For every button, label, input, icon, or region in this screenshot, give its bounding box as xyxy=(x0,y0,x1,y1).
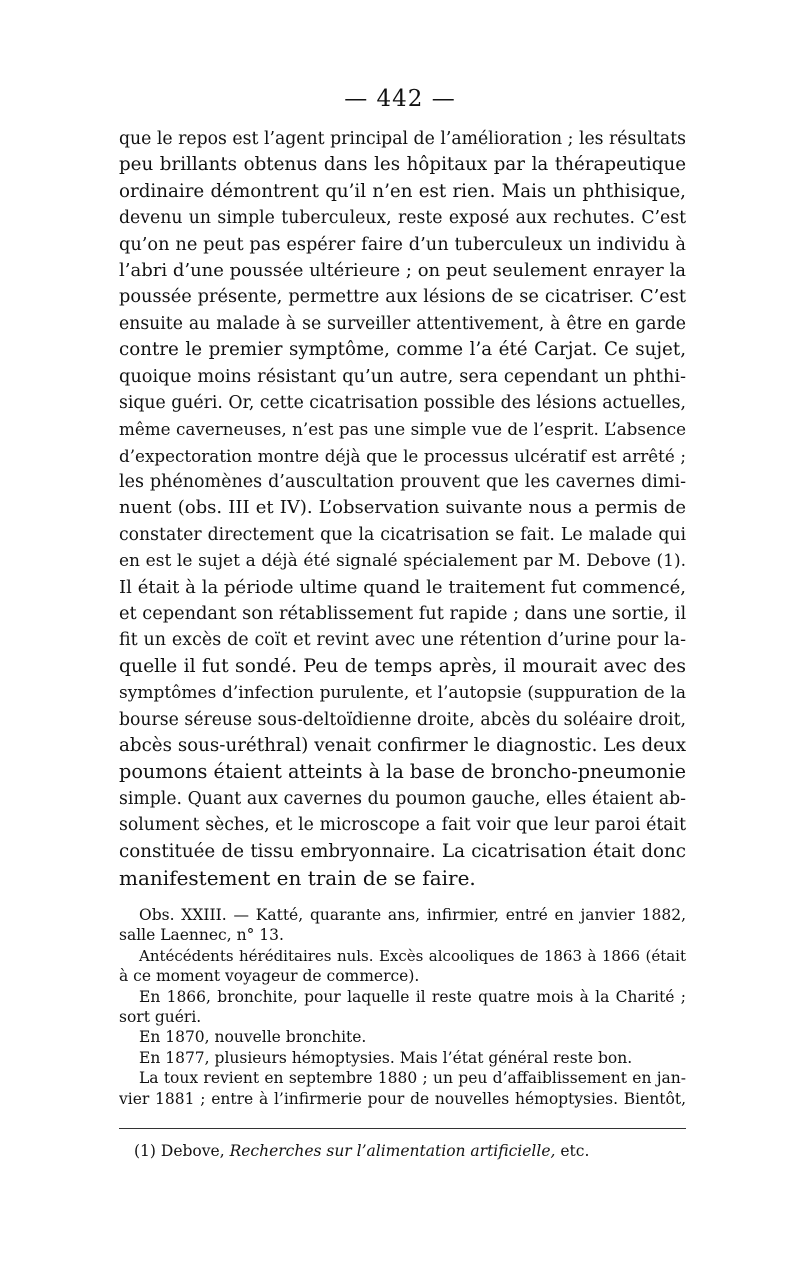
body-line: les phénomènes d’auscultation prouvent que les cavernes dimi- xyxy=(119,472,686,493)
footnote-author: Debove, xyxy=(160,1142,225,1160)
body-line: et cependant son rétablissement fut rapide ; dans une sortie, il xyxy=(119,604,686,625)
observation-line: salle Laennec, n° 13. xyxy=(119,926,284,945)
body-line: symptômes d’infection purulente, et l’autopsie (suppuration de la xyxy=(119,683,686,704)
observation-line: Antécédents héréditaires nuls. Excès alcooliques de 1863 à 1866 (était xyxy=(139,946,686,965)
observation-line: sort guéri. xyxy=(119,1007,202,1026)
body-line: qu’on ne peut pas espérer faire d’un tuberculeux un individu à xyxy=(119,234,686,255)
main-paragraph xyxy=(119,126,686,891)
body-line: quelle il fut sondé. Peu de temps après, il mourait avec des xyxy=(119,655,686,677)
body-line: ensuite au malade à se surveiller attentivement, à être en garde xyxy=(119,313,686,334)
body-line: quoique moins résistant qu’un autre, sera cependant un phthi- xyxy=(119,366,686,387)
footnote xyxy=(134,1141,686,1161)
footnote-divider xyxy=(119,1128,686,1129)
body-line: Il était à la période ultime quand le traitement fut commencé, xyxy=(119,576,686,598)
body-line: contre le premier symptôme, comme l’a été Carjat. Ce sujet, xyxy=(119,339,686,361)
observation-line: En 1866, bronchite, pour laquelle il reste quatre mois à la Charité ; xyxy=(139,987,686,1006)
body-line: que le repos est l’agent principal de l’amélioration ; les résultats xyxy=(119,129,686,149)
body-line: bourse séreuse sous-deltoïdienne droite, abcès du soléaire droit, xyxy=(119,709,686,730)
body-line: solument sèches, et le microscope a fait voir que leur paroi était xyxy=(119,815,686,836)
body-line: poumons étaient atteints à la base de broncho-pneumonie xyxy=(119,760,686,784)
body-line: abcès sous-uréthral) venait confirmer le diagnostic. Les deux xyxy=(119,734,686,756)
footnote-title: Recherches sur l’alimentation artificielle, xyxy=(229,1142,556,1160)
observation-line: En 1870, nouvelle bronchite. xyxy=(139,1028,367,1047)
page-number: — 442 — xyxy=(344,86,456,112)
body-line: sique guéri. Or, cette cicatrisation possible des lésions actuelles, xyxy=(119,392,686,413)
body-line: en est le sujet a déjà été signalé spécialement par M. Debove (1). xyxy=(119,551,686,572)
body-line: manifestement en train de se faire. xyxy=(119,865,476,890)
body-line: d’expectoration montre déjà que le processus ulcératif est arrêté ; xyxy=(119,445,686,466)
observation-line: La toux revient en septembre 1880 ; un peu d’affaiblissement en jan- xyxy=(139,1069,686,1088)
footnote-suffix: etc. xyxy=(560,1142,590,1160)
body-line: l’abri d’une poussée ultérieure ; on peut seulement enrayer la xyxy=(119,259,686,281)
body-line: constituée de tissu embryonnaire. La cicatrisation était donc xyxy=(119,840,686,862)
body-line: nuent (obs. III et IV). L’observation suivante nous a permis de xyxy=(119,497,686,519)
observation-line: Obs. XXIII. — Katté, quarante ans, infirmier, entré en janvier 1882, xyxy=(139,906,686,924)
observation-line: vier 1881 ; entre à l’infirmerie pour de nouvelles hémoptysies. Bientôt, xyxy=(119,1089,686,1108)
observation-line: à ce moment voyageur de commerce). xyxy=(119,967,420,986)
body-line: simple. Quant aux cavernes du poumon gauche, elles étaient ab- xyxy=(119,788,686,809)
body-line: devenu un simple tuberculeux, reste exposé aux rechutes. C’est xyxy=(119,208,686,229)
observation-line: En 1877, plusieurs hémoptysies. Mais l’état général reste bon. xyxy=(139,1048,633,1067)
body-line: constater directement que la cicatrisation se fait. Le malade qui xyxy=(119,524,686,545)
body-line: poussée présente, permettre aux lésions de se cicatriser. C’est xyxy=(119,287,686,308)
footnote-number: (1) xyxy=(134,1142,156,1160)
body-line: fit un excès de coït et revint avec une rétention d’urine pour la- xyxy=(119,630,686,651)
observation-block xyxy=(119,905,686,1109)
body-line: même caverneuses, n’est pas une simple vue de l’esprit. L’absence xyxy=(119,419,686,440)
body-line: peu brillants obtenus dans les hôpitaux par la thérapeutique xyxy=(119,154,686,176)
body-line: ordinaire démontrent qu’il n’en est rien. Mais un phthisique, xyxy=(119,180,686,202)
